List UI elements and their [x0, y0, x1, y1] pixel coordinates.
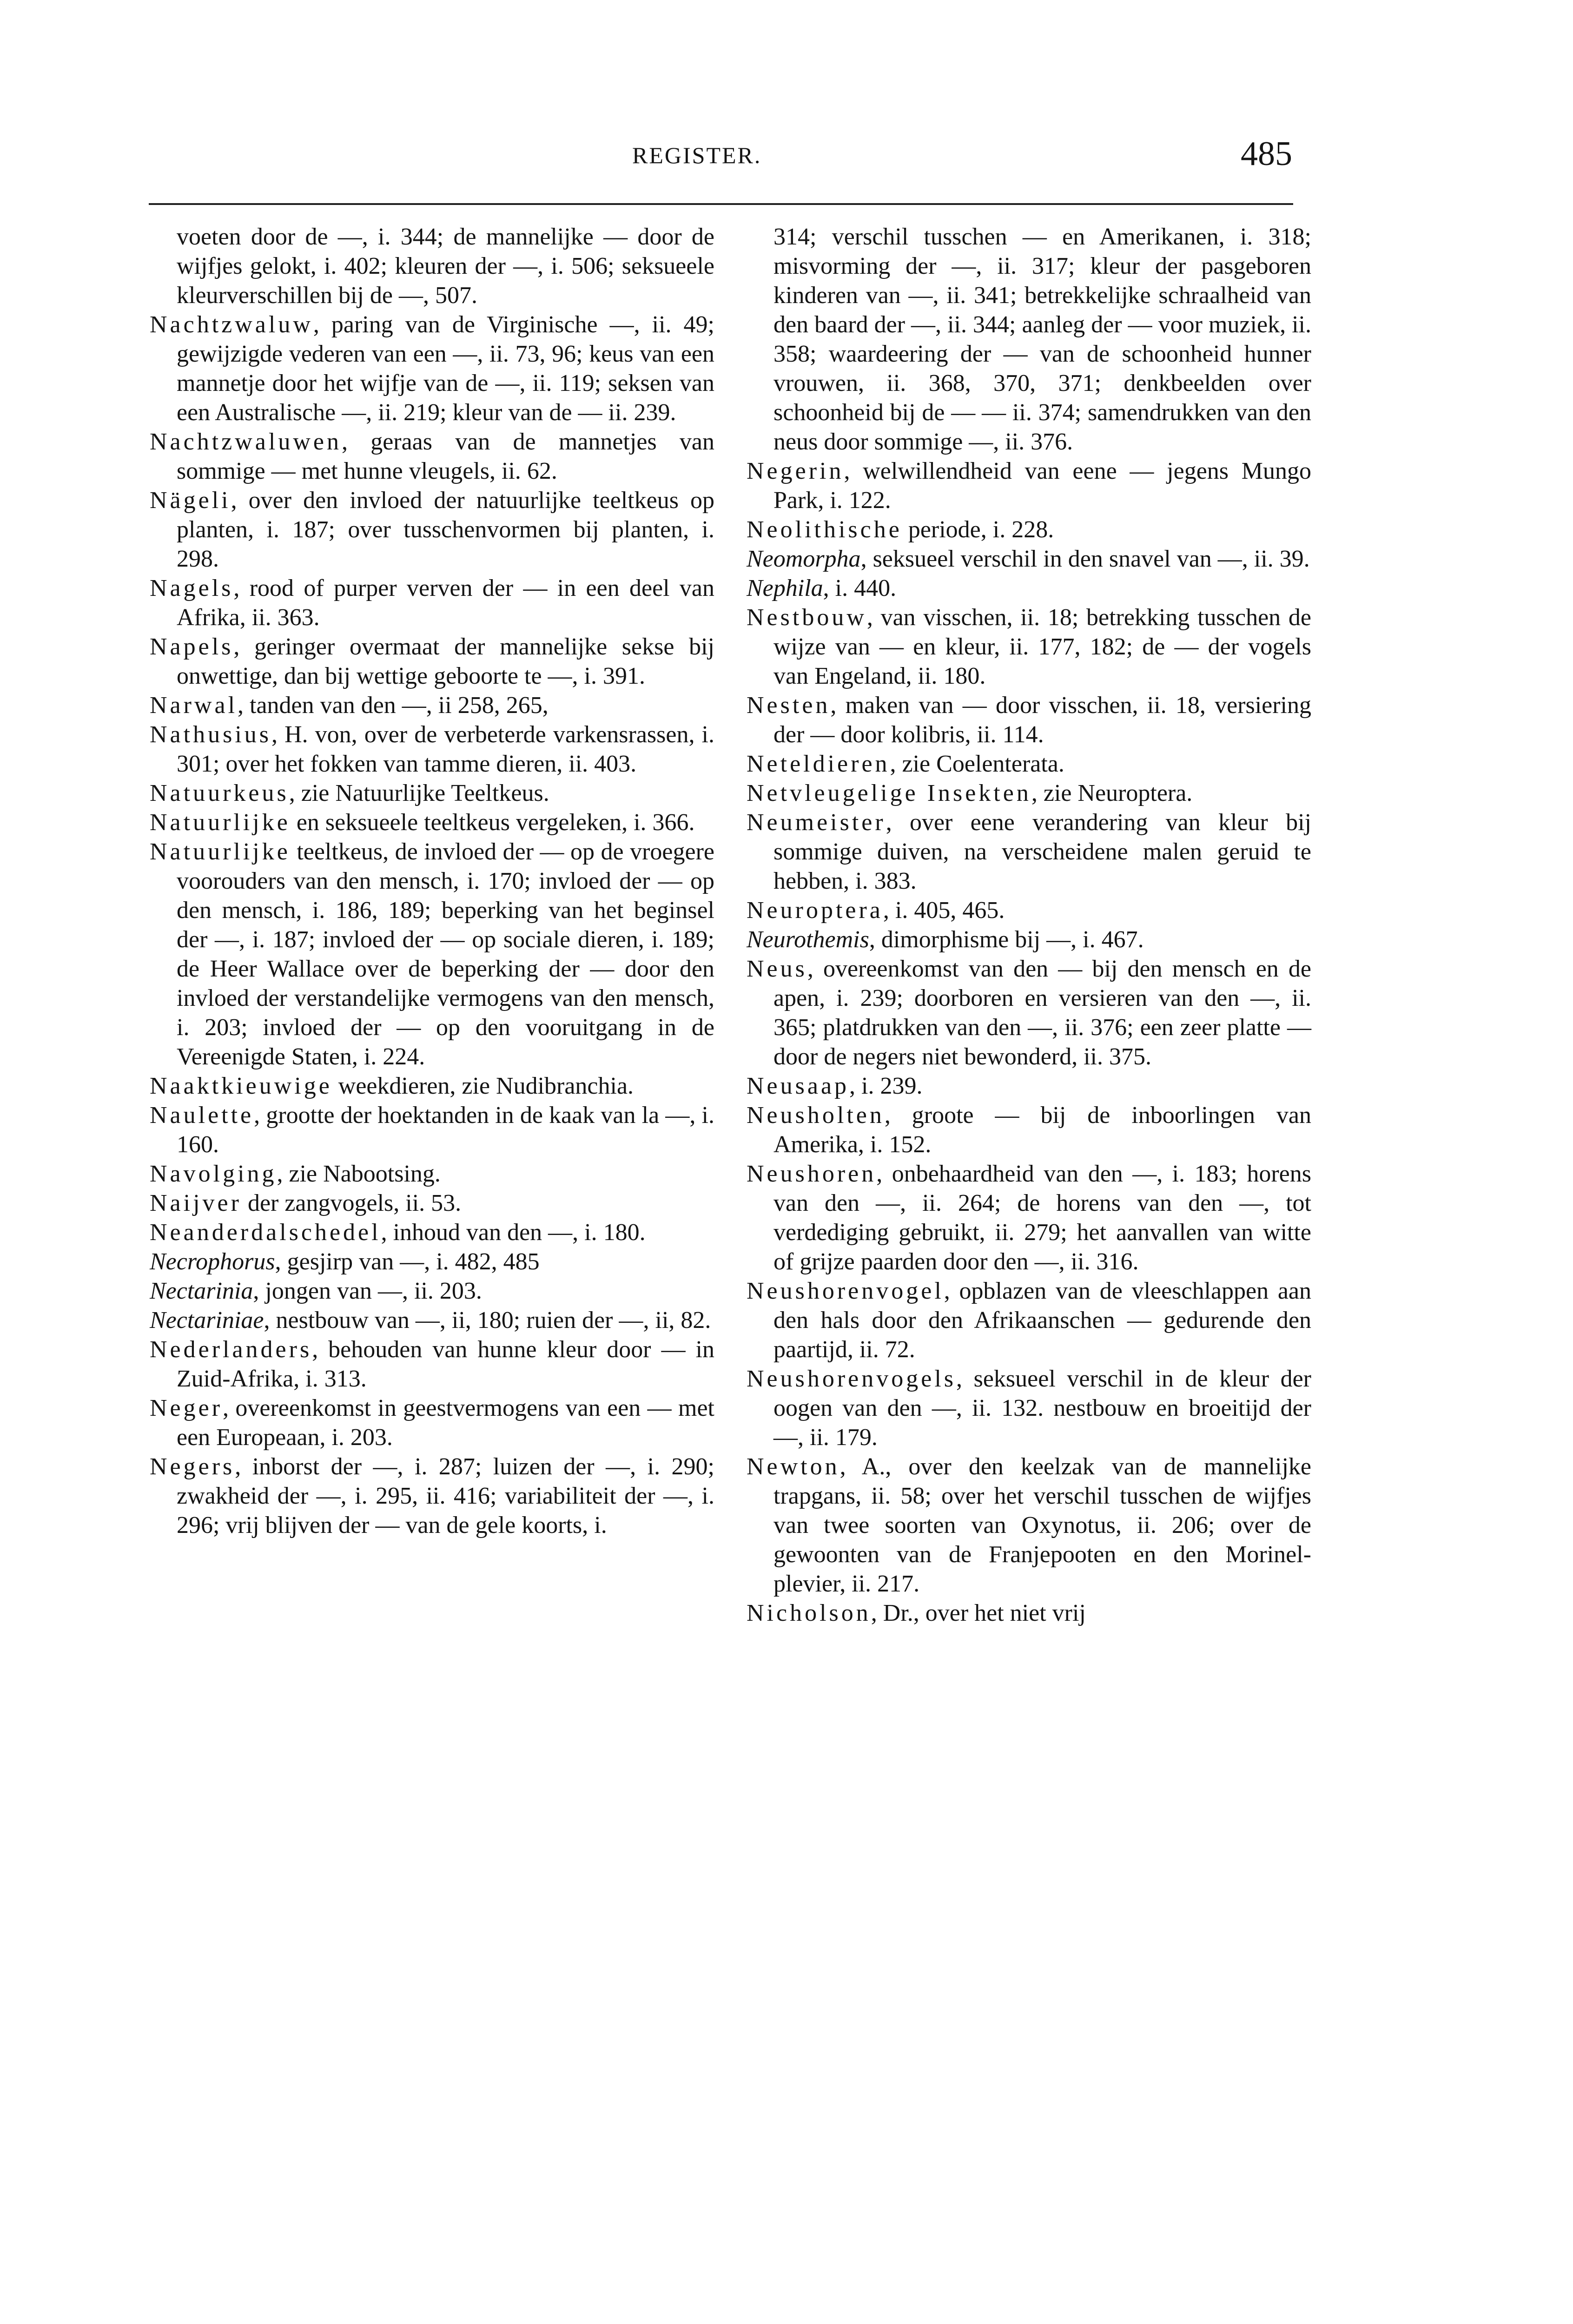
entry-text: , gesjirp van —, i. 482, 485: [275, 1248, 540, 1275]
index-entry: [150, 691, 714, 720]
entry-text: , seksueel verschil in de kleur der oogen van den —, ii. 132. nestbouw en broeitijd der —, ii. 179.: [773, 1366, 1311, 1451]
index-entry: [747, 925, 1311, 954]
entry-text: , Dr., over het niet vrij: [871, 1600, 1086, 1626]
entry-text: , paring van de Virginische —, ii. 49; gewijzigde vederen van een —, ii. 73, 96; keus van een mannetje door het wijfje van de —, ii. 119; seksen van een Australische —, ii. 219; kleur van de — ii. 239.: [177, 311, 714, 426]
entry-headword: Naaktkieuwige: [150, 1073, 332, 1099]
entry-headword: Natuurkeus: [150, 780, 289, 806]
index-entry: [150, 1188, 714, 1218]
entry-headword: Negers: [150, 1453, 235, 1480]
entry-headword: Naijver: [150, 1190, 242, 1216]
index-entry: [747, 1159, 1311, 1276]
index-entry: [150, 1393, 714, 1452]
index-entry: [747, 1071, 1311, 1101]
index-entry: [150, 1071, 714, 1101]
index-entry: [150, 1218, 714, 1247]
index-entry: [150, 1101, 714, 1159]
index-entry: [747, 1276, 1311, 1364]
entry-text: voeten door de —, i. 344; de mannelijke — door de wijfjes gelokt, i. 402; kleuren der —, i. 506; seksueele kleurverschillen bij de —, 507.: [177, 224, 714, 309]
entry-headword: Netvleugelige Insekten: [747, 780, 1031, 806]
index-entry: [150, 837, 714, 1071]
entry-text: , opblazen van de vleeschlappen aan den hals door den Afrikaanschen — gedurende den paartijd, ii. 72.: [773, 1278, 1311, 1363]
entry-headword: Neusholten: [747, 1102, 885, 1129]
entry-headword: Neteldieren: [747, 751, 890, 777]
entry-headword: Napels: [150, 634, 234, 660]
index-entry: [747, 691, 1311, 749]
entry-text: , zie Nabootsing.: [277, 1161, 441, 1187]
index-entry: [747, 1452, 1311, 1598]
index-entry: [747, 1364, 1311, 1452]
index-entry: [747, 574, 1311, 603]
entry-headword: Neanderdalschedel: [150, 1219, 381, 1246]
entry-headword: Negerin: [747, 458, 844, 484]
index-entry: [150, 1306, 714, 1335]
entry-headword: Newton: [747, 1453, 840, 1480]
entry-text: , i. 239.: [849, 1073, 923, 1099]
entry-headword: Nicholson: [747, 1600, 871, 1626]
entry-text: , over den invloed der natuurlijke teeltkeus op planten, i. 187; over tusschenvormen bij planten, i. 298.: [177, 487, 714, 572]
entry-text: , A., over den keelzak van de mannelijke trapgans, ii. 58; over het verschil tusschen de wijfjes van twee soorten van Oxynotus, ii. 206; over de gewoonten van de Franjepooten en den Morinel-plevier, ii. 217.: [773, 1453, 1311, 1597]
entry-text: , tanden van den —, ii 258, 265,: [238, 692, 549, 719]
entry-text: , behouden van hunne kleur door — in Zuid-Afrika, i. 313.: [177, 1336, 714, 1392]
entry-text: , dimorphisme bij —, i. 467.: [869, 926, 1144, 953]
index-entry: [747, 603, 1311, 691]
entry-headword: Neomorpha: [747, 546, 861, 572]
entry-text: , jongen van —, ii. 203.: [253, 1278, 482, 1304]
entry-headword: Neger: [150, 1395, 223, 1421]
index-continuation: [150, 222, 714, 310]
entry-text: teeltkeus, de invloed der — op de vroegere voorouders van den mensch, i. 170; invloed der — op den mensch, i. 186, 189; beperking van het beginsel der —, i. 187; invloed der — op sociale dieren, i. 189; de Heer Wallace over de beperking der — door den invloed der verstandelijke vermogens van den mensch, i. 203; invloed der — op den vooruitgang in de Vereenigde Staten, i. 224.: [177, 838, 714, 1070]
index-entry: [747, 1101, 1311, 1159]
entry-headword: Neushorenvogel: [747, 1278, 944, 1304]
entry-text: , welwillendheid van eene — jegens Mungo Park, i. 122.: [773, 458, 1311, 514]
right-column: [747, 222, 1311, 1628]
page-header: [149, 137, 1292, 188]
entry-text: , zie Coelenterata.: [890, 751, 1064, 777]
entry-headword: Nagels: [150, 575, 234, 601]
entry-text: , zie Neuroptera.: [1031, 780, 1193, 806]
entry-headword: Neuroptera: [747, 897, 883, 924]
entry-headword: Naulette: [150, 1102, 254, 1129]
entry-text: , geringer overmaat der mannelijke sekse bij onwettige, dan bij wettige geboorte te —, i. 391.: [177, 634, 714, 689]
entry-text: , grootte der hoektanden in de kaak van la —, i. 160.: [177, 1102, 714, 1158]
entry-headword: Nephila: [747, 575, 823, 601]
entry-text: , geraas van de mannetjes van sommige — met hunne vleugels, ii. 62.: [177, 429, 714, 484]
index-entry: [747, 456, 1311, 515]
entry-text: , over eene verandering van kleur bij sommige duiven, na verscheidene malen geruid te hebben, i. 383.: [773, 809, 1311, 894]
entry-text: , i. 440.: [823, 575, 897, 601]
entry-headword: Nathusius: [150, 721, 271, 748]
page-number: 485: [1241, 135, 1292, 173]
entry-headword: Nägeli: [150, 487, 231, 514]
entry-text: , maken van — door visschen, ii. 18, versiering der — door kolibris, ii. 114.: [773, 692, 1311, 748]
entry-text: , onbehaardheid van den —, i. 183; horens van den —, ii. 264; de horens van den —, tot verdediging gebruikt, ii. 279; het aanvallen van witte of grijze paarden door den —, ii. 316.: [773, 1161, 1311, 1275]
entry-headword: Natuurlijke: [150, 809, 291, 836]
index-entry: [747, 896, 1311, 925]
index-entry: [150, 1276, 714, 1306]
entry-text: , overeenkomst in geestvermogens van een — met een Europeaan, i. 203.: [177, 1395, 714, 1451]
entry-text: , i. 405, 465.: [883, 897, 1005, 924]
running-title: REGISTER.: [632, 142, 762, 168]
entry-headword: Neolithische: [747, 516, 902, 543]
index-entry: [150, 310, 714, 427]
entry-headword: Narwal: [150, 692, 238, 719]
entry-headword: Necrophorus: [150, 1248, 275, 1275]
index-entry: [150, 486, 714, 574]
index-entry: [150, 632, 714, 691]
entry-headword: Neushoren: [747, 1161, 877, 1187]
entry-text: weekdieren, zie Nudibranchia.: [332, 1073, 634, 1099]
index-entry: [747, 1598, 1311, 1628]
entry-text: , van visschen, ii. 18; betrekking tusschen de wijze van — en kleur, ii. 177, 182; de — der vogels van Engeland, ii. 180.: [773, 604, 1311, 689]
entry-headword: Neusaap: [747, 1073, 850, 1099]
entry-headword: Neurothemis: [747, 926, 869, 953]
entry-headword: Navolging: [150, 1161, 277, 1187]
entry-text: en seksueele teeltkeus vergeleken, i. 366.: [290, 809, 695, 836]
index-entry: [747, 544, 1311, 574]
entry-text: , groote — bij de inboorlingen van Amerika, i. 152.: [773, 1102, 1311, 1158]
entry-headword: Neus: [747, 956, 807, 982]
index-entry: [150, 427, 714, 486]
entry-headword: Neushorenvogels: [747, 1366, 957, 1392]
entry-headword: Nestbouw: [747, 604, 867, 631]
index-continuation: [747, 222, 1311, 456]
index-entry: [150, 1452, 714, 1540]
index-entry: [150, 808, 714, 837]
entry-headword: Nesten: [747, 692, 831, 719]
entry-headword: Nectariniae: [150, 1307, 264, 1334]
entry-headword: Nachtzwaluwen: [150, 429, 342, 455]
entry-text: der zangvogels, ii. 53.: [241, 1190, 462, 1216]
entry-headword: Nederlanders: [150, 1336, 312, 1363]
index-entry: [747, 808, 1311, 896]
entry-text: periode, i. 228.: [902, 516, 1054, 543]
index-entry: [150, 1335, 714, 1393]
entry-text: , seksueel verschil in den snavel van —, ii. 39.: [860, 546, 1310, 572]
index-entry: [747, 515, 1311, 544]
entry-text: 314; verschil tusschen — en Amerikanen, i. 318; misvorming der —, ii. 317; kleur der pasgeboren kinderen van —, ii. 341; betrekkelijke schraalheid van den baard der —, ii. 344; aanleg der — voor muziek, ii. 358; waardeering der — van de schoonheid hunner vrouwen, ii. 368, 370, 371; denkbeelden over schoonheid bij de — — ii. 374; samendrukken van den neus door sommige —, ii. 376.: [773, 224, 1311, 455]
entry-text: , inhoud van den —, i. 180.: [381, 1219, 646, 1246]
index-entry: [150, 779, 714, 808]
entry-headword: Nachtzwaluw: [150, 311, 313, 338]
index-entry: [150, 1247, 714, 1276]
entry-headword: Neumeister: [747, 809, 886, 836]
entry-text: , overeenkomst van den — bij den mensch en de apen, i. 239; doorboren en versieren van den —, ii. 365; platdrukken van den —, ii. 376; een zeer platte — door de negers niet bewonderd, ii. 375.: [773, 956, 1311, 1070]
index-entry: [150, 574, 714, 632]
header-rule: [149, 203, 1293, 205]
entry-text: , zie Natuurlijke Teeltkeus.: [289, 780, 549, 806]
entry-headword: Natuurlijke: [150, 838, 291, 865]
entry-text: , H. von, over de verbeterde varkensrassen, i. 301; over het fokken van tamme dieren, ii. 403.: [177, 721, 714, 777]
entry-headword: Nectarinia: [150, 1278, 253, 1304]
index-entry: [747, 954, 1311, 1071]
index-entry: [747, 779, 1311, 808]
index-entry: [150, 720, 714, 779]
left-column: [150, 222, 714, 1540]
entry-text: , inborst der —, i. 287; luizen der —, i. 290; zwakheid der —, i. 295, ii. 416; variabiliteit der —, i. 296; vrij blijven der — van de gele koorts, i.: [177, 1453, 714, 1538]
index-entry: [747, 749, 1311, 779]
entry-text: , rood of purper verven der — in een deel van Afrika, ii. 363.: [177, 575, 714, 631]
index-entry: [150, 1159, 714, 1188]
entry-text: , nestbouw van —, ii, 180; ruien der —, ii, 82.: [264, 1307, 711, 1334]
